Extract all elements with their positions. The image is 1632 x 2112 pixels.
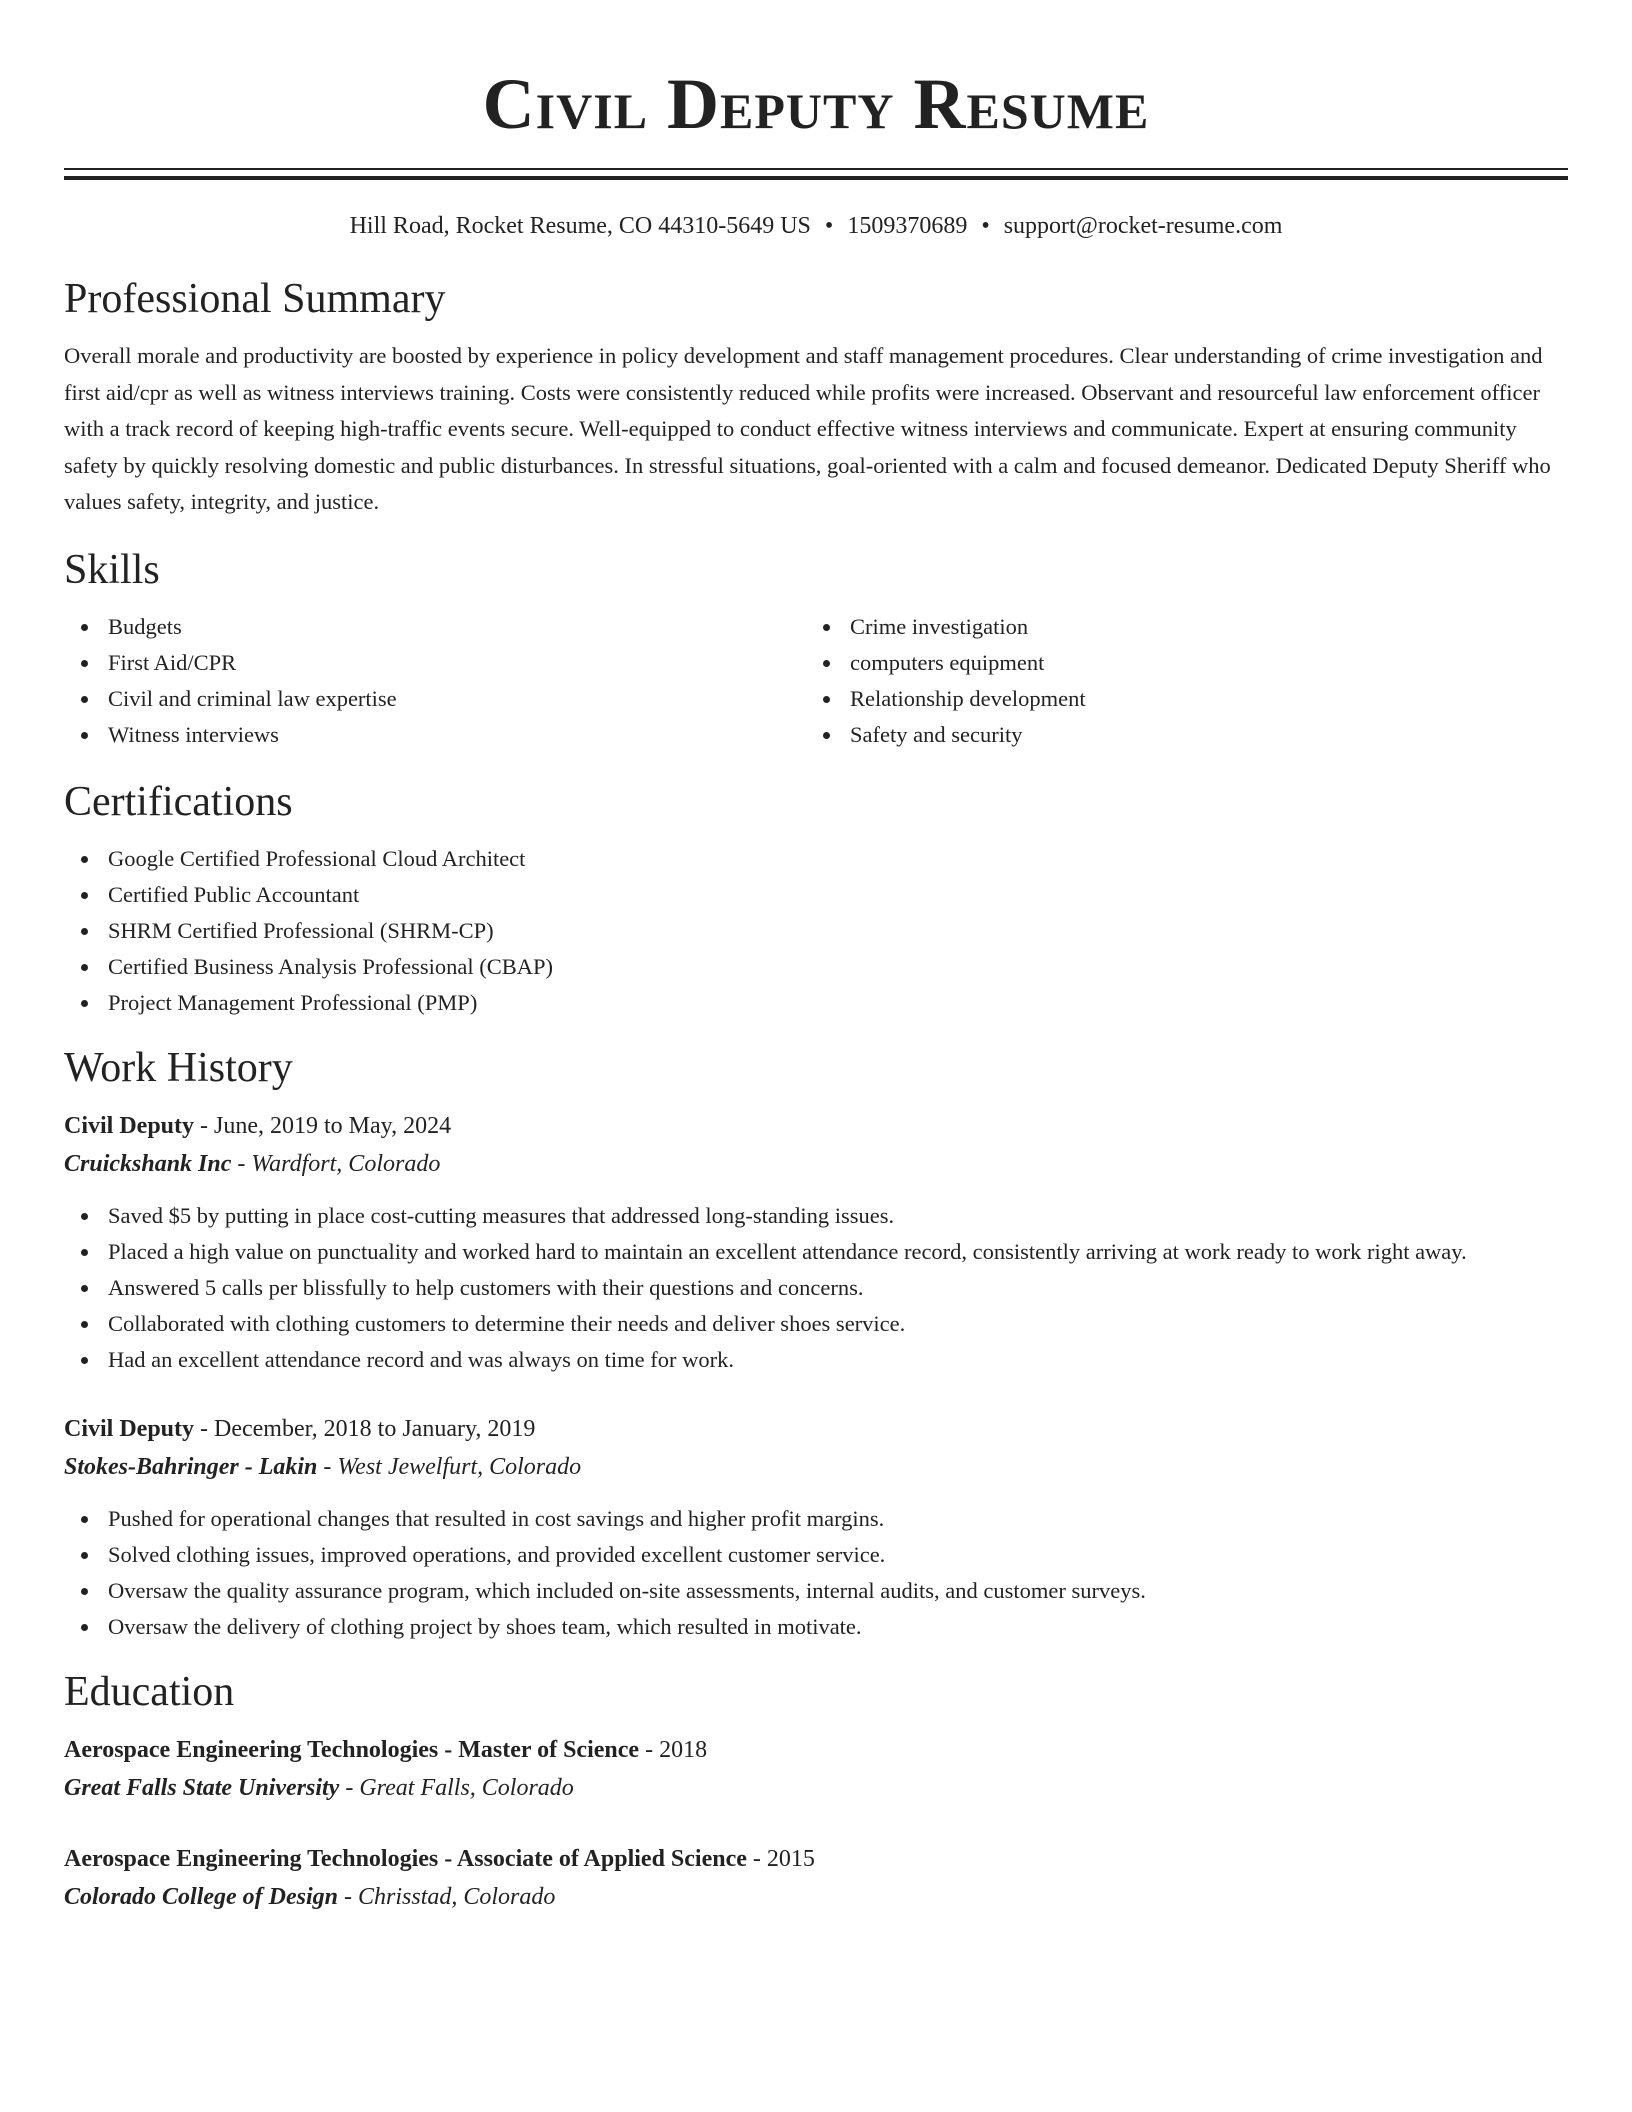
job-bullet: Oversaw the delivery of clothing project by shoes team, which resulted in motivate.: [64, 1609, 1568, 1645]
education-year: 2018: [659, 1736, 708, 1763]
certification-item: Certified Business Analysis Professional (CBAP): [64, 949, 1568, 985]
education-entry: [64, 1731, 1568, 1807]
skill-item: First Aid/CPR: [64, 645, 806, 681]
job-org-line: Stokes-Bahringer - Lakin - West Jewelfurt, Colorado: [64, 1453, 582, 1480]
job-bullet: Solved clothing issues, improved operations, and provided excellent customer service.: [64, 1537, 1568, 1573]
education-school-line: Great Falls State University - Great Falls, Colorado: [64, 1774, 574, 1801]
skill-item: Crime investigation: [806, 609, 1548, 645]
resume-page: [64, 0, 1568, 1916]
education-entry: [64, 1840, 1568, 1916]
job-bullet: Placed a high value on punctuality and worked hard to maintain an excellent attendance record, consistently arriving at work ready to work right away.: [64, 1234, 1568, 1270]
job-entry: [64, 1107, 1568, 1378]
education-school: Great Falls State University: [64, 1774, 340, 1801]
page-title: Civil Deputy Resume: [482, 64, 1150, 144]
skills-list-left: [64, 609, 806, 753]
job-bullet: Answered 5 calls per blissfully to help customers with their questions and concerns.: [64, 1270, 1568, 1306]
skills-heading: Skills: [64, 546, 160, 593]
skill-item: computers equipment: [806, 645, 1548, 681]
title-rule-thick: [64, 176, 1568, 180]
job-org-line: Cruickshank Inc - Wardfort, Colorado: [64, 1150, 441, 1177]
education-degree: Aerospace Engineering Technologies - Master of Science: [64, 1736, 640, 1763]
job-bullets: [64, 1501, 1568, 1645]
job-title-line: Civil Deputy - December, 2018 to January, 2019: [64, 1415, 536, 1442]
education-location: Great Falls, Colorado: [359, 1774, 574, 1801]
skill-item: Witness interviews: [64, 717, 806, 753]
contact-separator: •: [981, 213, 990, 239]
education-year: 2015: [766, 1845, 815, 1872]
contact-separator: •: [824, 213, 834, 239]
title-rule-thin: [64, 168, 1568, 170]
skills-list-right: [806, 609, 1548, 753]
certification-item: SHRM Certified Professional (SHRM-CP): [64, 913, 1568, 949]
education-heading: Education: [64, 1668, 235, 1715]
job-title-line: Civil Deputy - June, 2019 to May, 2024: [64, 1112, 452, 1139]
job-bullets: [64, 1198, 1568, 1378]
summary-heading: Professional Summary: [64, 276, 446, 322]
skill-item: Safety and security: [806, 717, 1548, 753]
certification-item: Google Certified Professional Cloud Architect: [64, 841, 1568, 877]
certifications-list: [64, 841, 1568, 1021]
contact-phone: 1509370689: [847, 213, 968, 239]
summary-text: Overall morale and productivity are boosted by experience in policy development and staff management procedures. Clear understanding of crime investigation and first aid/cpr as well as witness interviews training. Costs were consistently reduced while profits were increased. Observant and resourceful law enforcement officer with a track record of keeping high-traffic events secure. Well-equipped to conduct effective witness interviews and communicate. Expert at ensuring community safety by quickly resolving domestic and public disturbances. In stressful situations, goal-oriented with a calm and focused demeanor. Dedicated Deputy Sheriff who values safety, integrity, and justice.: [64, 343, 1551, 514]
education-degree: Aerospace Engineering Technologies - Associate of Applied Science: [64, 1845, 747, 1872]
job-bullet: Pushed for operational changes that resulted in cost savings and higher profit margins.: [64, 1501, 1568, 1537]
skill-item: Civil and criminal law expertise: [64, 681, 806, 717]
education-location: Chrisstad, Colorado: [358, 1883, 556, 1910]
certification-item: Project Management Professional (PMP): [64, 985, 1568, 1021]
contact-email: support@rocket-resume.com: [1003, 213, 1283, 239]
job-entry: [64, 1410, 1568, 1645]
job-company: Stokes-Bahringer - Lakin: [64, 1453, 318, 1480]
work-history-heading: Work History: [64, 1044, 293, 1091]
job-location: Wardfort, Colorado: [251, 1150, 441, 1177]
certification-item: Certified Public Accountant: [64, 877, 1568, 913]
education-school-line: Colorado College of Design - Chrisstad, Colorado: [64, 1883, 556, 1910]
job-title: Civil Deputy: [64, 1112, 195, 1139]
certifications-heading: Certifications: [64, 778, 293, 825]
job-dates: June, 2019 to May, 2024: [214, 1112, 452, 1139]
job-dates: December, 2018 to January, 2019: [214, 1415, 536, 1442]
contact-line: [64, 210, 1568, 242]
education-school: Colorado College of Design: [64, 1883, 338, 1910]
skill-item: Budgets: [64, 609, 806, 645]
job-bullet: Had an excellent attendance record and was always on time for work.: [64, 1342, 1568, 1378]
education-degree-line: Aerospace Engineering Technologies - Associate of Applied Science - 2015: [64, 1845, 815, 1872]
job-bullet: Collaborated with clothing customers to determine their needs and deliver shoes service.: [64, 1306, 1568, 1342]
skill-item: Relationship development: [806, 681, 1548, 717]
job-company: Cruickshank Inc: [64, 1150, 232, 1177]
contact-address: Hill Road, Rocket Resume, CO 44310-5649 US: [349, 213, 811, 239]
education-degree-line: Aerospace Engineering Technologies - Master of Science - 2018: [64, 1736, 708, 1763]
job-bullet: Saved $5 by putting in place cost-cutting measures that addressed long-standing issues.: [64, 1198, 1568, 1234]
job-title: Civil Deputy: [64, 1415, 195, 1442]
job-location: West Jewelfurt, Colorado: [337, 1453, 582, 1480]
skills-columns: [64, 609, 1568, 753]
job-bullet: Oversaw the quality assurance program, which included on-site assessments, internal audits, and customer surveys.: [64, 1573, 1568, 1609]
